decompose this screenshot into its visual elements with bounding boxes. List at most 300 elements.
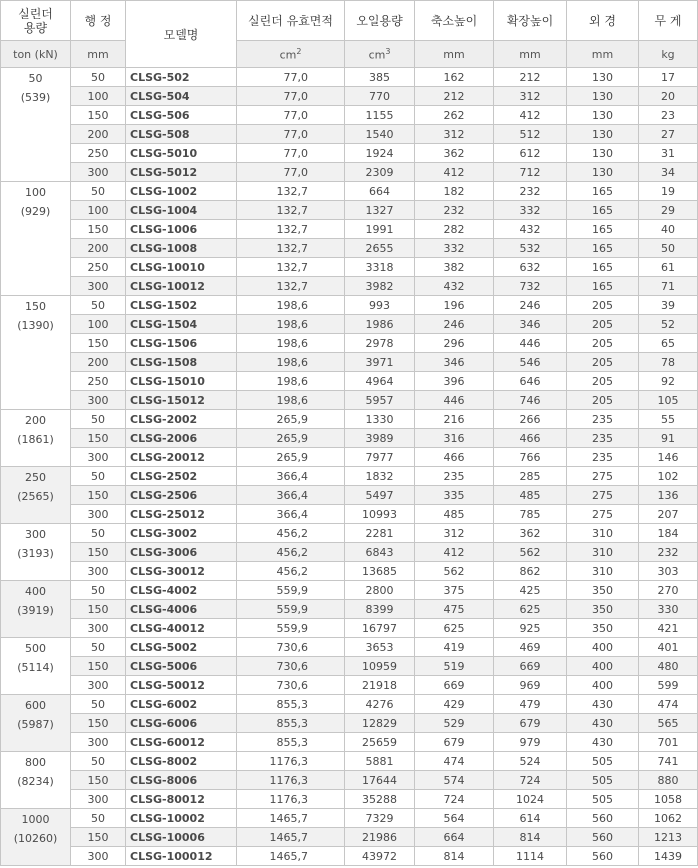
- area-cell: 132,7: [237, 239, 345, 258]
- oil-cell: 16797: [345, 619, 415, 638]
- extended-cell: 346: [494, 315, 567, 334]
- model-cell: CLSG-8002: [126, 752, 237, 771]
- area-cell: 855,3: [237, 714, 345, 733]
- diameter-cell: 165: [567, 277, 639, 296]
- extended-cell: 969: [494, 676, 567, 695]
- diameter-cell: 130: [567, 144, 639, 163]
- oil-cell: 3653: [345, 638, 415, 657]
- weight-cell: 421: [639, 619, 698, 638]
- area-cell: 132,7: [237, 258, 345, 277]
- diameter-cell: 400: [567, 657, 639, 676]
- oil-cell: 5497: [345, 486, 415, 505]
- retracted-cell: 335: [415, 486, 494, 505]
- oil-cell: 6843: [345, 543, 415, 562]
- stroke-cell: 150: [71, 429, 126, 448]
- table-row: [1, 752, 698, 771]
- header-oil: 오일용량: [345, 1, 415, 41]
- model-cell: CLSG-5012: [126, 163, 237, 182]
- table-row: [1, 714, 698, 733]
- stroke-cell: 50: [71, 581, 126, 600]
- diameter-cell: 350: [567, 581, 639, 600]
- model-cell: CLSG-4006: [126, 600, 237, 619]
- weight-cell: 19: [639, 182, 698, 201]
- diameter-cell: 560: [567, 828, 639, 847]
- table-row: [1, 733, 698, 752]
- model-cell: CLSG-30012: [126, 562, 237, 581]
- weight-cell: 474: [639, 695, 698, 714]
- retracted-cell: 312: [415, 524, 494, 543]
- unit-extended: mm: [494, 41, 567, 68]
- capacity-cell: [1, 182, 71, 296]
- table-row: [1, 163, 698, 182]
- model-cell: CLSG-1508: [126, 353, 237, 372]
- table-row: [1, 296, 698, 315]
- capacity-kn: (5987): [17, 718, 54, 731]
- area-cell: 366,4: [237, 505, 345, 524]
- diameter-cell: 400: [567, 638, 639, 657]
- weight-cell: 91: [639, 429, 698, 448]
- unit-area-exp: 2: [296, 46, 302, 56]
- extended-cell: 432: [494, 220, 567, 239]
- retracted-cell: 246: [415, 315, 494, 334]
- extended-cell: 412: [494, 106, 567, 125]
- extended-cell: 425: [494, 581, 567, 600]
- table-row: [1, 106, 698, 125]
- area-cell: 132,7: [237, 220, 345, 239]
- diameter-cell: 310: [567, 524, 639, 543]
- unit-oil: [345, 41, 415, 68]
- stroke-cell: 150: [71, 486, 126, 505]
- capacity-kn: (10260): [13, 832, 58, 845]
- retracted-cell: 235: [415, 467, 494, 486]
- extended-cell: 479: [494, 695, 567, 714]
- capacity-kn: (2565): [17, 490, 54, 503]
- area-cell: 456,2: [237, 562, 345, 581]
- stroke-cell: 300: [71, 619, 126, 638]
- unit-retracted: mm: [415, 41, 494, 68]
- oil-cell: 10993: [345, 505, 415, 524]
- header-capacity-line2: 용량: [23, 20, 48, 35]
- weight-cell: 330: [639, 600, 698, 619]
- unit-oil-exp: 3: [385, 46, 391, 56]
- stroke-cell: 250: [71, 144, 126, 163]
- oil-cell: 43972: [345, 847, 415, 866]
- area-cell: 559,9: [237, 581, 345, 600]
- weight-cell: 1213: [639, 828, 698, 847]
- extended-cell: 632: [494, 258, 567, 277]
- diameter-cell: 400: [567, 676, 639, 695]
- capacity-kn: (539): [20, 91, 51, 104]
- table-row: [1, 239, 698, 258]
- table-row: [1, 562, 698, 581]
- model-cell: CLSG-2002: [126, 410, 237, 429]
- model-cell: CLSG-1008: [126, 239, 237, 258]
- header-weight: 무 게: [639, 1, 698, 41]
- capacity-cell: [1, 68, 71, 182]
- unit-stroke: mm: [71, 41, 126, 68]
- capacity-cell: [1, 467, 71, 524]
- retracted-cell: 296: [415, 334, 494, 353]
- table-row: [1, 182, 698, 201]
- table-row: [1, 125, 698, 144]
- area-cell: 1176,3: [237, 790, 345, 809]
- retracted-cell: 519: [415, 657, 494, 676]
- oil-cell: 7329: [345, 809, 415, 828]
- header-capacity: [1, 1, 71, 41]
- retracted-cell: 475: [415, 600, 494, 619]
- weight-cell: 52: [639, 315, 698, 334]
- diameter-cell: 275: [567, 467, 639, 486]
- capacity-ton: 100: [25, 186, 46, 199]
- weight-cell: 401: [639, 638, 698, 657]
- diameter-cell: 130: [567, 68, 639, 87]
- capacity-ton: 250: [25, 471, 46, 484]
- model-cell: CLSG-2502: [126, 467, 237, 486]
- stroke-cell: 250: [71, 372, 126, 391]
- retracted-cell: 679: [415, 733, 494, 752]
- oil-cell: 3971: [345, 353, 415, 372]
- stroke-cell: 150: [71, 334, 126, 353]
- diameter-cell: 235: [567, 448, 639, 467]
- diameter-cell: 430: [567, 733, 639, 752]
- extended-cell: 625: [494, 600, 567, 619]
- table-row: [1, 201, 698, 220]
- diameter-cell: 275: [567, 486, 639, 505]
- header-row-titles: [1, 1, 698, 41]
- diameter-cell: 205: [567, 391, 639, 410]
- header-area: 실린더 유효면적: [237, 1, 345, 41]
- diameter-cell: 505: [567, 790, 639, 809]
- extended-cell: 862: [494, 562, 567, 581]
- stroke-cell: 150: [71, 220, 126, 239]
- stroke-cell: 300: [71, 733, 126, 752]
- weight-cell: 565: [639, 714, 698, 733]
- table-row: [1, 372, 698, 391]
- model-cell: CLSG-504: [126, 87, 237, 106]
- stroke-cell: 50: [71, 182, 126, 201]
- table-row: [1, 220, 698, 239]
- oil-cell: 1540: [345, 125, 415, 144]
- capacity-cell: [1, 581, 71, 638]
- unit-area: [237, 41, 345, 68]
- table-row: [1, 448, 698, 467]
- weight-cell: 31: [639, 144, 698, 163]
- retracted-cell: 814: [415, 847, 494, 866]
- area-cell: 1465,7: [237, 847, 345, 866]
- area-cell: 198,6: [237, 334, 345, 353]
- retracted-cell: 625: [415, 619, 494, 638]
- model-cell: CLSG-25012: [126, 505, 237, 524]
- retracted-cell: 446: [415, 391, 494, 410]
- area-cell: 265,9: [237, 448, 345, 467]
- oil-cell: 17644: [345, 771, 415, 790]
- area-cell: 77,0: [237, 125, 345, 144]
- table-row: [1, 809, 698, 828]
- oil-cell: 1832: [345, 467, 415, 486]
- oil-cell: 1330: [345, 410, 415, 429]
- diameter-cell: 350: [567, 619, 639, 638]
- table-row: [1, 486, 698, 505]
- model-cell: CLSG-15010: [126, 372, 237, 391]
- model-cell: CLSG-2006: [126, 429, 237, 448]
- header-stroke: 행 정: [71, 1, 126, 41]
- weight-cell: 146: [639, 448, 698, 467]
- model-cell: CLSG-4002: [126, 581, 237, 600]
- header-capacity-line1: 실린더: [18, 6, 53, 21]
- weight-cell: 303: [639, 562, 698, 581]
- area-cell: 855,3: [237, 695, 345, 714]
- stroke-cell: 300: [71, 391, 126, 410]
- capacity-cell: [1, 296, 71, 410]
- oil-cell: 7977: [345, 448, 415, 467]
- diameter-cell: 275: [567, 505, 639, 524]
- extended-cell: 546: [494, 353, 567, 372]
- table-row: [1, 543, 698, 562]
- model-cell: CLSG-3006: [126, 543, 237, 562]
- extended-cell: 285: [494, 467, 567, 486]
- oil-cell: 993: [345, 296, 415, 315]
- area-cell: 77,0: [237, 163, 345, 182]
- capacity-kn: (1390): [17, 319, 54, 332]
- area-cell: 265,9: [237, 429, 345, 448]
- stroke-cell: 50: [71, 638, 126, 657]
- retracted-cell: 669: [415, 676, 494, 695]
- table-row: [1, 638, 698, 657]
- oil-cell: 12829: [345, 714, 415, 733]
- extended-cell: 1114: [494, 847, 567, 866]
- stroke-cell: 300: [71, 847, 126, 866]
- retracted-cell: 316: [415, 429, 494, 448]
- extended-cell: 679: [494, 714, 567, 733]
- diameter-cell: 505: [567, 752, 639, 771]
- model-cell: CLSG-1504: [126, 315, 237, 334]
- capacity-kn: (3919): [17, 604, 54, 617]
- diameter-cell: 505: [567, 771, 639, 790]
- table-row: [1, 695, 698, 714]
- extended-cell: 266: [494, 410, 567, 429]
- extended-cell: 724: [494, 771, 567, 790]
- model-cell: CLSG-5010: [126, 144, 237, 163]
- model-cell: CLSG-5006: [126, 657, 237, 676]
- capacity-ton: 400: [25, 585, 46, 598]
- retracted-cell: 232: [415, 201, 494, 220]
- retracted-cell: 432: [415, 277, 494, 296]
- extended-cell: 614: [494, 809, 567, 828]
- unit-oil-base: cm: [368, 48, 386, 62]
- extended-cell: 925: [494, 619, 567, 638]
- stroke-cell: 300: [71, 505, 126, 524]
- retracted-cell: 574: [415, 771, 494, 790]
- model-cell: CLSG-60012: [126, 733, 237, 752]
- table-row: [1, 467, 698, 486]
- model-cell: CLSG-15012: [126, 391, 237, 410]
- oil-cell: 2800: [345, 581, 415, 600]
- weight-cell: 71: [639, 277, 698, 296]
- weight-cell: 741: [639, 752, 698, 771]
- capacity-cell: [1, 809, 71, 866]
- diameter-cell: 130: [567, 87, 639, 106]
- area-cell: 456,2: [237, 524, 345, 543]
- table-row: [1, 600, 698, 619]
- header-row-units: [1, 41, 698, 68]
- oil-cell: 3989: [345, 429, 415, 448]
- weight-cell: 29: [639, 201, 698, 220]
- diameter-cell: 165: [567, 239, 639, 258]
- capacity-cell: [1, 410, 71, 467]
- capacity-kn: (3193): [17, 547, 54, 560]
- diameter-cell: 310: [567, 543, 639, 562]
- table-row: [1, 87, 698, 106]
- stroke-cell: 50: [71, 296, 126, 315]
- weight-cell: 102: [639, 467, 698, 486]
- weight-cell: 232: [639, 543, 698, 562]
- stroke-cell: 100: [71, 315, 126, 334]
- capacity-ton: 800: [25, 756, 46, 769]
- extended-cell: 466: [494, 429, 567, 448]
- oil-cell: 1991: [345, 220, 415, 239]
- extended-cell: 766: [494, 448, 567, 467]
- table-row: [1, 505, 698, 524]
- weight-cell: 34: [639, 163, 698, 182]
- capacity-kn: (8234): [17, 775, 54, 788]
- table-body: [1, 68, 698, 866]
- weight-cell: 40: [639, 220, 698, 239]
- oil-cell: 8399: [345, 600, 415, 619]
- area-cell: 730,6: [237, 638, 345, 657]
- table-row: [1, 144, 698, 163]
- weight-cell: 20: [639, 87, 698, 106]
- oil-cell: 5957: [345, 391, 415, 410]
- stroke-cell: 300: [71, 277, 126, 296]
- table-row: [1, 277, 698, 296]
- model-cell: CLSG-1502: [126, 296, 237, 315]
- retracted-cell: 474: [415, 752, 494, 771]
- extended-cell: 612: [494, 144, 567, 163]
- capacity-cell: [1, 638, 71, 695]
- extended-cell: 746: [494, 391, 567, 410]
- retracted-cell: 282: [415, 220, 494, 239]
- capacity-ton: 50: [28, 72, 43, 85]
- oil-cell: 4276: [345, 695, 415, 714]
- model-cell: CLSG-6002: [126, 695, 237, 714]
- retracted-cell: 412: [415, 163, 494, 182]
- retracted-cell: 664: [415, 828, 494, 847]
- stroke-cell: 100: [71, 201, 126, 220]
- weight-cell: 880: [639, 771, 698, 790]
- diameter-cell: 165: [567, 258, 639, 277]
- weight-cell: 61: [639, 258, 698, 277]
- extended-cell: 532: [494, 239, 567, 258]
- retracted-cell: 332: [415, 239, 494, 258]
- extended-cell: 232: [494, 182, 567, 201]
- table-row: [1, 771, 698, 790]
- retracted-cell: 396: [415, 372, 494, 391]
- diameter-cell: 205: [567, 334, 639, 353]
- area-cell: 198,6: [237, 353, 345, 372]
- diameter-cell: 205: [567, 353, 639, 372]
- retracted-cell: 419: [415, 638, 494, 657]
- model-cell: CLSG-8006: [126, 771, 237, 790]
- model-cell: CLSG-10006: [126, 828, 237, 847]
- model-cell: CLSG-80012: [126, 790, 237, 809]
- area-cell: 265,9: [237, 410, 345, 429]
- stroke-cell: 250: [71, 258, 126, 277]
- weight-cell: 136: [639, 486, 698, 505]
- extended-cell: 732: [494, 277, 567, 296]
- oil-cell: 3982: [345, 277, 415, 296]
- header-model: 모델명: [126, 1, 237, 68]
- model-cell: CLSG-40012: [126, 619, 237, 638]
- header-retracted: 축소높이: [415, 1, 494, 41]
- oil-cell: 385: [345, 68, 415, 87]
- unit-diameter: mm: [567, 41, 639, 68]
- retracted-cell: 382: [415, 258, 494, 277]
- model-cell: CLSG-1002: [126, 182, 237, 201]
- area-cell: 77,0: [237, 87, 345, 106]
- unit-area-base: cm: [279, 48, 297, 62]
- retracted-cell: 412: [415, 543, 494, 562]
- stroke-cell: 300: [71, 163, 126, 182]
- oil-cell: 10959: [345, 657, 415, 676]
- stroke-cell: 50: [71, 467, 126, 486]
- diameter-cell: 205: [567, 372, 639, 391]
- weight-cell: 50: [639, 239, 698, 258]
- extended-cell: 814: [494, 828, 567, 847]
- oil-cell: 2978: [345, 334, 415, 353]
- extended-cell: 1024: [494, 790, 567, 809]
- stroke-cell: 150: [71, 714, 126, 733]
- table-row: [1, 315, 698, 334]
- oil-cell: 1327: [345, 201, 415, 220]
- table-row: [1, 581, 698, 600]
- stroke-cell: 200: [71, 353, 126, 372]
- stroke-cell: 150: [71, 106, 126, 125]
- area-cell: 77,0: [237, 144, 345, 163]
- diameter-cell: 350: [567, 600, 639, 619]
- stroke-cell: 300: [71, 676, 126, 695]
- stroke-cell: 200: [71, 125, 126, 144]
- capacity-kn: (929): [20, 205, 51, 218]
- oil-cell: 5881: [345, 752, 415, 771]
- capacity-kn: (5114): [17, 661, 54, 674]
- model-cell: CLSG-502: [126, 68, 237, 87]
- stroke-cell: 200: [71, 239, 126, 258]
- table-row: [1, 353, 698, 372]
- weight-cell: 480: [639, 657, 698, 676]
- area-cell: 198,6: [237, 296, 345, 315]
- stroke-cell: 300: [71, 448, 126, 467]
- weight-cell: 17: [639, 68, 698, 87]
- capacity-ton: 300: [25, 528, 46, 541]
- diameter-cell: 310: [567, 562, 639, 581]
- table-row: [1, 676, 698, 695]
- table-row: [1, 410, 698, 429]
- diameter-cell: 165: [567, 182, 639, 201]
- extended-cell: 524: [494, 752, 567, 771]
- area-cell: 198,6: [237, 315, 345, 334]
- retracted-cell: 529: [415, 714, 494, 733]
- unit-capacity: ton (kN): [1, 41, 71, 68]
- diameter-cell: 130: [567, 125, 639, 144]
- retracted-cell: 375: [415, 581, 494, 600]
- weight-cell: 27: [639, 125, 698, 144]
- retracted-cell: 362: [415, 144, 494, 163]
- area-cell: 366,4: [237, 467, 345, 486]
- model-cell: CLSG-3002: [126, 524, 237, 543]
- extended-cell: 312: [494, 87, 567, 106]
- extended-cell: 785: [494, 505, 567, 524]
- retracted-cell: 212: [415, 87, 494, 106]
